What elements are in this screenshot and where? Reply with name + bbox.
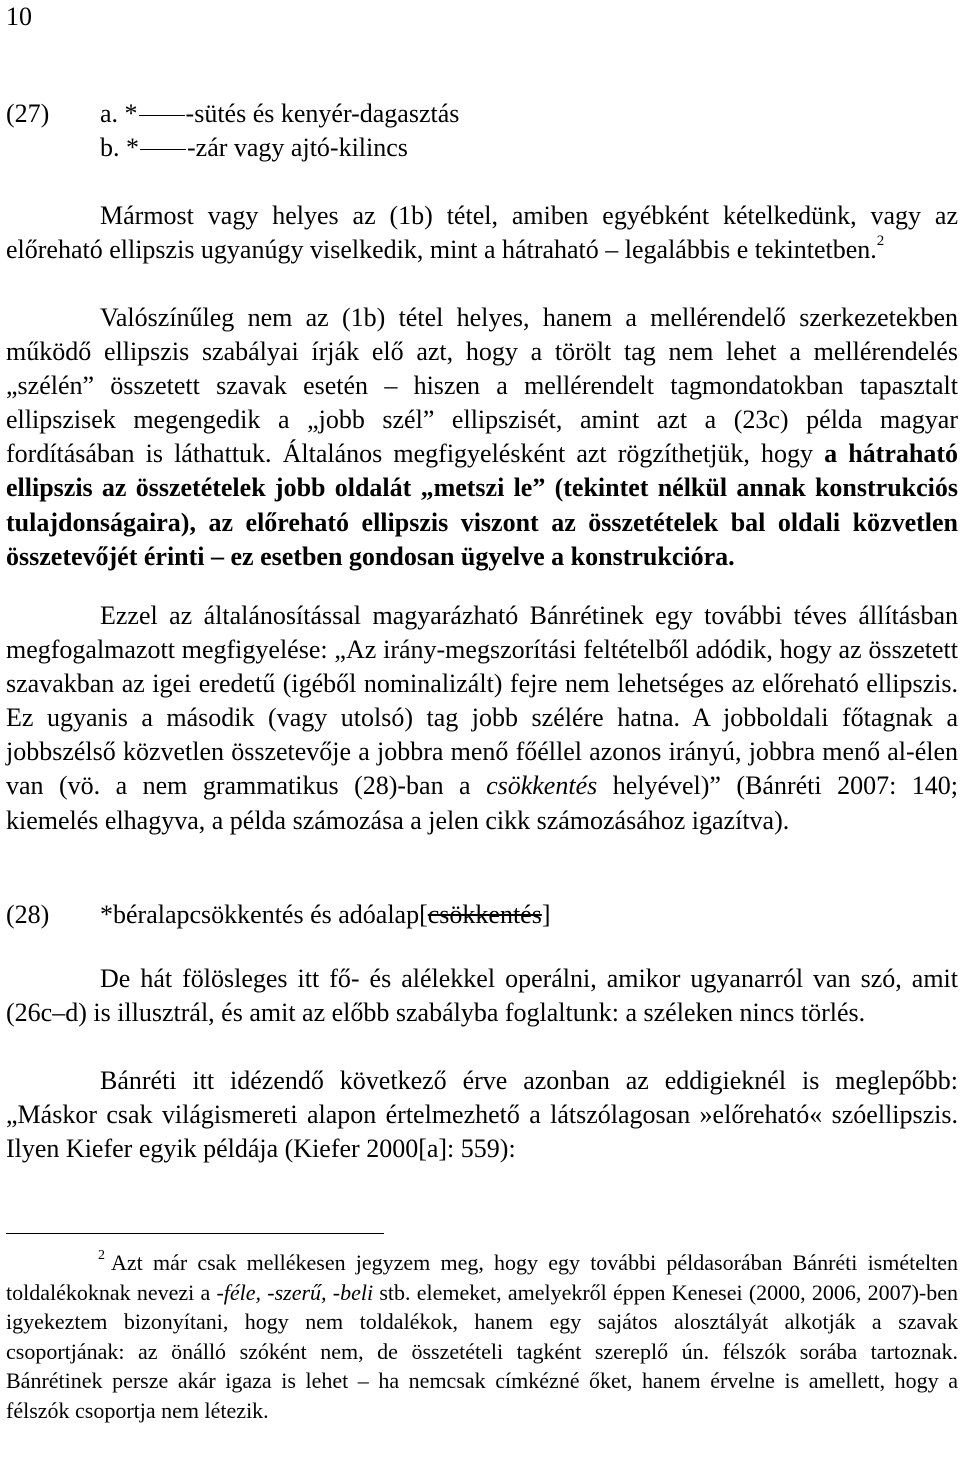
example-label: a. * <box>100 99 138 128</box>
footnote-reference: 2 <box>876 233 885 250</box>
struck-text: csökkentés <box>427 900 542 929</box>
example-number: (27) <box>6 99 50 128</box>
example-text: -zár vagy ajtó-kilincs <box>187 133 408 162</box>
footnote-mark: 2 <box>98 1248 105 1263</box>
italic-term: csökkentés <box>486 771 598 801</box>
footnote-separator <box>6 1233 384 1234</box>
blank-underline <box>140 149 186 150</box>
bold-emphasis: a hátraható ellipszis az összetételek jobb oldalát „metszi le” (tekintet nélkül annak konstrukciós tulajdonságaira), az előreható ellipszis viszont az összetételek bal oldali közvetlen összetevőjét érinti – ez esetben gondosan ügyelve a konstrukcióra. <box>6 439 958 571</box>
paragraph-2: Valószínűleg nem az (1b) tétel helyes, hanem a mellérendelő szerkezetekben működő ellipszis szabályai írják elő azt, hogy a törölt tag nem lehet a mellérendelés „szélén” összetett szavak esetén – hiszen a mellérendelt tagmondatokban tapasztalt ellipszisek megengedik a „jobb szél” ellipszisét, amint azt a (23c) példa magyar fordításában is láthattuk. Általános megfigyelésként azt rögzíthetjük, hogy a hátraható ellipszis az összetételek jobb oldalát „metszi le” (tekintet nélkül annak konstrukciós tulajdonságaira), az előreható ellipszis viszont az összetételek bal oldali közvetlen összetevőjét érinti – ez esetben gondosan ügyelve a konstrukcióra. <box>6 303 958 571</box>
paragraph-3: Ezzel az általánosítással magyarázható Bánrétinek egy további téves állításban megfogalmazott megfigyelése: „Az irány-megszorítási feltételből adódik, hogy az összetett szavakban az igei eredetű (igéből nominalizált) fejre nem lehetséges az előreható ellipszis. Ez ugyanis a második (vagy utolsó) tag jobb szélére hatna. A jobboldali főtagnak a jobbszélső közvetlen összetevője a jobbra menő főéllel azonos irányú, jobbra menő al-élen van (vö. a nem grammatikus (28)-ban a csökkentés helyével)” (Bánréti 2007: 140; kiemelés elhagyva, a példa számozása a jelen cikk számozásához igazítva). <box>6 601 958 835</box>
footnote: $^2$ Azt már csak mellékesen jegyzem meg, hogy egy további példasorában Bánréti ismételten toldalékoknak nevezi a -féle, -szerű, -beli stb. elemeket, amelyekről éppen Kenesei (2000, 2006, 2007)-ben igyekeztem bizonyítani, hogy nem toldalékok, hanem egy sajátos alosztályát alkotják a szavak csoportjának: az önálló szóként nem, de összetételi tagként szereplő ún. félszók sorába tartoznak. Bánrétinek persze akár igaza is lehet – ha nemcsak címkézné őket, hanem érvelne is amellett, hogy a félszók csoportja nem létezik. <box>6 1248 959 1423</box>
page-number: 10 <box>6 2 32 31</box>
paragraph-1: Mármost vagy helyes az (1b) tétel, amiben egyébként kételkedünk, vagy az előreható ellipszis ugyanúgy viselkedik, mint a hátraható – legalábbis e tekintetben.$^2$ <box>6 201 958 265</box>
example-text: -sütés és kenyér-dagasztás <box>185 99 460 128</box>
italic-term: -féle, -szerű, -beli <box>216 1279 374 1305</box>
example-28: (28) *béralapcsökkentés és adóalap[csökkentés] <box>6 898 906 932</box>
example-label: b. * <box>100 133 139 162</box>
paragraph-4: De hát fölösleges itt fő- és alélekkel operálni, amikor ugyanarról van szó, amit (26c–d) is illusztrál, és amit az előbb szabályba foglaltunk: a széleken nincs törlés. <box>6 964 958 1028</box>
paragraph-5: Bánréti itt idézendő következő érve azonban az eddigieknél is meglepőbb: „Máskor csak világismereti alapon értelmezhető a látszólagosan »előreható« szóellipszis. Ilyen Kiefer egyik példája (Kiefer 2000[a]: 559): <box>6 1066 958 1164</box>
example-27-line-a <box>6 97 906 131</box>
blank-underline <box>139 115 185 116</box>
example-number: (28) <box>6 900 50 929</box>
example-27-line-b <box>6 131 906 165</box>
